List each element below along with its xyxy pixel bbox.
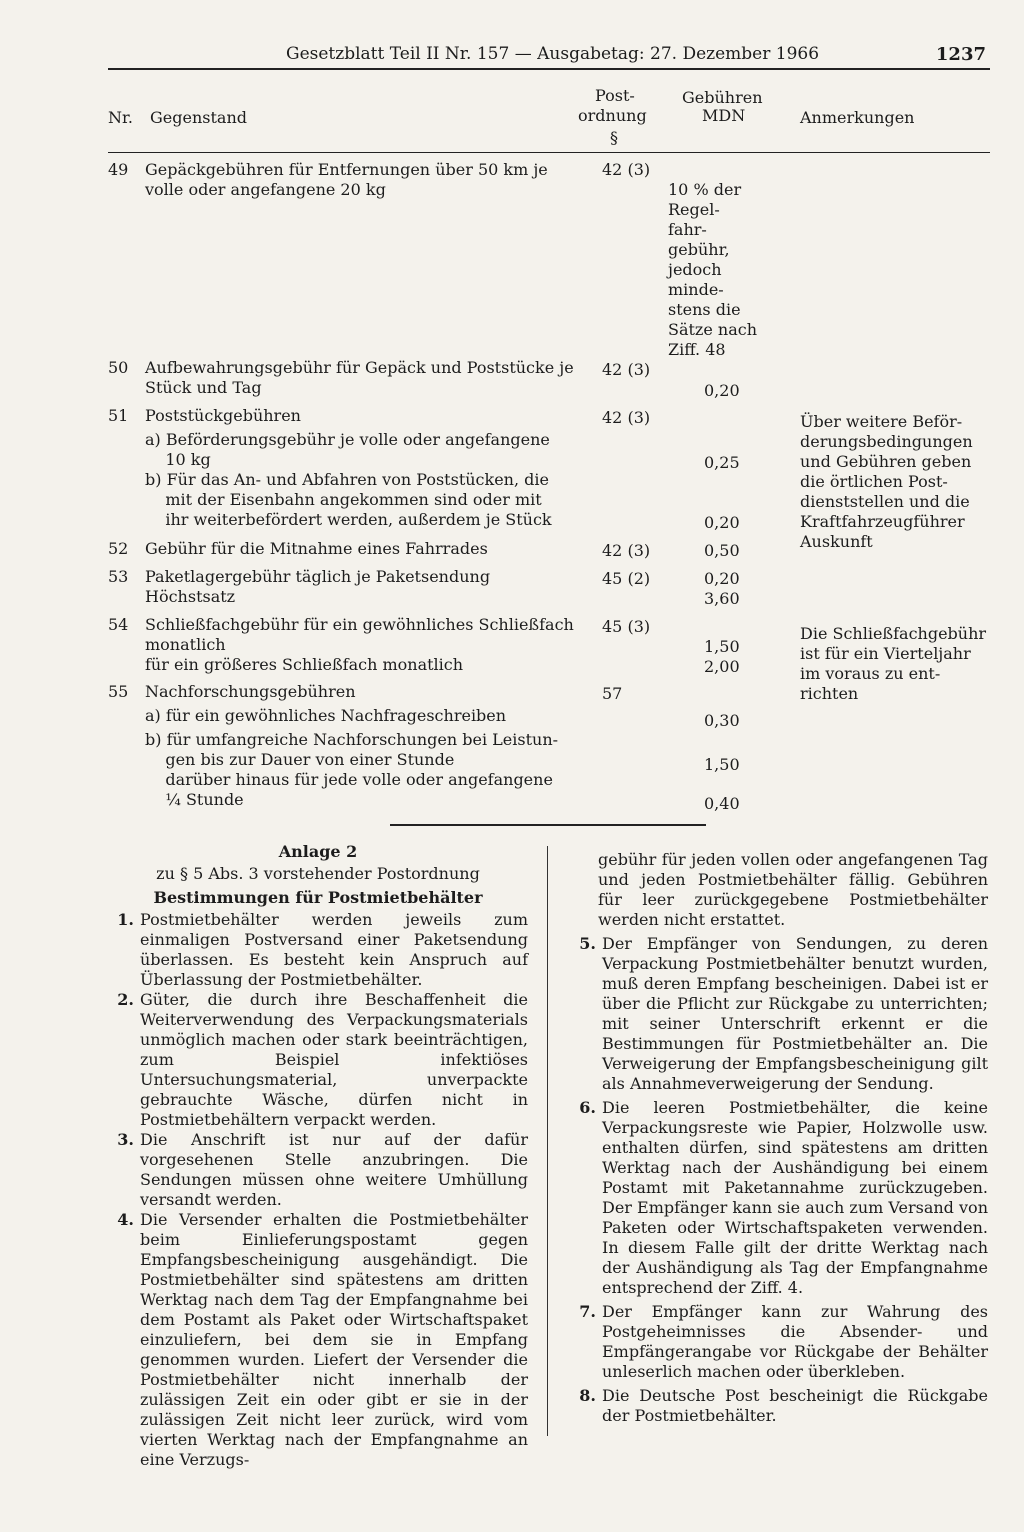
row-55-nr: 55 <box>108 682 129 701</box>
list-item <box>570 1098 988 1298</box>
anlage-right-column <box>570 850 988 1426</box>
row-52-nr: 52 <box>108 539 129 558</box>
row-52-fee: 0,50 <box>704 541 740 560</box>
col-anmerkungen: Anmerkungen <box>800 108 915 127</box>
row-51-a-fee: 0,25 <box>704 453 740 472</box>
anlage-heading: Bestimmungen für Postmietbehälter <box>153 888 483 907</box>
row-54-post: 45 (3) <box>602 617 651 636</box>
row-55-b: b) für umfangreiche Nachforschungen bei Leistun- gen bis zur Dauer von einer Stunde darüber hinaus für jede volle oder angefangene ¼ Stunde <box>145 730 559 809</box>
item-number: 7. <box>579 1302 596 1321</box>
list-item <box>108 910 528 990</box>
list-item <box>108 990 528 1130</box>
row-55-a: a) für ein gewöhnliches Nachfrageschreiben <box>145 706 507 725</box>
item-number: 3. <box>117 1130 134 1149</box>
item-text: Der Empfänger kann zur Wahrung des Postgeheimnisses die Absender- und Empfängerangabe vor Rückgabe der Behälter unleserlich machen oder überkleben. <box>602 1302 988 1381</box>
item-number: 6. <box>579 1098 596 1117</box>
anlage-left-column <box>108 842 528 1470</box>
row-51-desc: Poststückgebühren <box>145 406 301 425</box>
row-51-post: 42 (3) <box>602 408 651 427</box>
item-text: Die leeren Postmietbehälter, die keine Verpackungsreste wie Papier, Holzwolle usw. enthalten dürfen, sind spätestens am dritten Werktag nach der Aushändigung bei einem Postamt mit Paketannahme zurückzugeben. Der Empfänger kann sie auch zum Versand von Paketen oder Wirtschaftspaketen verwenden. In diesem Falle gilt der dritte Werktag nach der Aushändigung als Tag der Empfangnahme entsprechend der Ziff. 4. <box>602 1098 988 1297</box>
row-50-desc: Aufbewahrungsgebühr für Gepäck und Poststücke je Stück und Tag <box>145 358 574 397</box>
col-fee-1: Gebühren <box>682 88 763 107</box>
table-header <box>108 86 990 152</box>
col-post-1: Post- <box>595 86 635 105</box>
row-51-nr: 51 <box>108 406 129 425</box>
row-55-b-fee-2: 0,40 <box>704 794 740 813</box>
item-text: Der Empfänger von Sendungen, zu deren Verpackung Postmietbehälter benutzt wurden, muß deren Empfang bescheinigen. Dabei ist er über die Pflicht zur Rückgabe zu unterrichten; mit seiner Unterschrift erkennt er die Bestimmungen für Postmietbehälter an. Die Verweigerung der Empfangsbescheinigung gilt als Annahmeverweigerung der Sendung. <box>602 934 988 1093</box>
item-text: Die Deutsche Post bescheinigt die Rückgabe der Postmietbehälter. <box>602 1386 988 1425</box>
item-number: 5. <box>579 934 596 953</box>
anlage-subtitle: zu § 5 Abs. 3 vorstehender Postordnung <box>156 864 480 883</box>
header-bottom-rule <box>108 152 990 153</box>
row-50-fee: 0,20 <box>704 381 740 400</box>
row-49-fee: 10 % der Regel- fahr- gebühr, jedoch minde- stens die Sätze nach Ziff. 48 <box>668 180 758 359</box>
col-post-3: § <box>610 128 618 147</box>
col-post-2: ordnung <box>578 106 647 125</box>
row-53-desc: Paketlagergebühr täglich je Paketsendung Höchstsatz <box>145 567 491 606</box>
row-51-a: a) Beförderungsgebühr je volle oder angefangene 10 kg <box>145 430 550 469</box>
row-49-post: 42 (3) <box>602 160 651 179</box>
list-item <box>108 1130 528 1210</box>
section-divider <box>390 824 706 826</box>
page-number: 1237 <box>935 44 986 65</box>
item-number: 2. <box>117 990 134 1009</box>
page-header <box>108 38 990 68</box>
item-number: 1. <box>117 910 134 929</box>
row-50-post: 42 (3) <box>602 360 651 379</box>
item-text: Postmietbehälter werden jeweils zum einmaligen Postversand einer Paketsendung überlassen. Es besteht kein Anspruch auf Überlassung der Postmietbehälter. <box>140 910 528 989</box>
row-53-fee: 0,20 3,60 <box>704 569 740 608</box>
row-52-post: 42 (3) <box>602 541 651 560</box>
row-52-desc: Gebühr für die Mitnahme eines Fahrrades <box>145 539 488 558</box>
row-55-b-fee-1: 1,50 <box>704 755 740 774</box>
row-54-remark: Die Schließfachgebühr ist für ein Vierteljahr im voraus zu ent- richten <box>800 624 987 703</box>
list-item <box>570 1302 988 1382</box>
anlage-title: Anlage 2 <box>278 842 358 861</box>
item-4-continuation: gebühr für jeden vollen oder angefangenen Tag und jeden Postmietbehälter fällig. Gebühren für leer zurückgegebene Postmietbehälter werden nicht erstattet. <box>598 850 988 929</box>
item-number: 4. <box>117 1210 134 1229</box>
row-53-post: 45 (2) <box>602 569 651 588</box>
col-fee-2: MDN <box>702 106 746 125</box>
row-54-nr: 54 <box>108 615 129 634</box>
col-nr: Nr. <box>108 108 133 127</box>
item-text: Die Versender erhalten die Postmietbehälter beim Einlieferungspostamt gegen Empfangsbescheinigung ausgehändigt. Die Postmietbehälter sind spätestens am dritten Werktag nach dem Tag der Empfangnahme bei dem Postamt als Paket oder Wirtschaftspaket einzuliefern, bei dem sie in Empfang genommen wurden. Liefert der Versender die Postmietbehälter nicht innerhalb der zulässigen Zeit ein oder gibt er sie in der zulässigen Zeit nicht leer zurück, wird vom vierten Werktag nach der Empfangnahme an eine Verzugs- <box>140 1210 528 1469</box>
row-49-nr: 49 <box>108 160 129 179</box>
row-50-nr: 50 <box>108 358 129 377</box>
column-divider <box>547 846 548 1436</box>
row-54-desc: Schließfachgebühr für ein gewöhnliches Schließfach monatlich für ein größeres Schließfach monatlich <box>145 615 574 674</box>
item-text: Güter, die durch ihre Beschaffenheit die Weiterverwendung des Verpackungsmaterials unmöglich machen oder stark beeinträchtigen, zum Beispiel infektiöses Untersuchungsmaterial, unverpackte gebrauchte Wäsche, dürfen nicht in Postmietbehältern verpackt werden. <box>140 990 528 1129</box>
header-rule <box>108 68 990 70</box>
row-49-desc: Gepäckgebühren für Entfernungen über 50 km je volle oder angefangene 20 kg <box>145 160 548 199</box>
col-gegenstand: Gegenstand <box>150 108 247 127</box>
row-55-desc: Nachforschungsgebühren <box>145 682 356 701</box>
gazette-title: Gesetzblatt Teil II Nr. 157 — Ausgabetag: 27. Dezember 1966 <box>286 44 820 64</box>
row-55-a-fee: 0,30 <box>704 711 740 730</box>
item-number: 8. <box>579 1386 596 1405</box>
row-54-fee: 1,50 2,00 <box>704 637 740 676</box>
list-item <box>570 934 988 1094</box>
row-51-remark: Über weitere Beför- derungsbedingungen und Gebühren geben die örtlichen Post- dienststellen und die Kraftfahrzeugführer Auskunft <box>800 412 973 551</box>
row-53-nr: 53 <box>108 567 129 586</box>
row-55-post: 57 <box>602 684 623 703</box>
row-51-b: b) Für das An- und Abfahren von Poststücken, die mit der Eisenbahn angekommen sind oder mit ihr weiterbefördert werden, außerdem je Stück <box>145 470 552 529</box>
item-text: Die Anschrift ist nur auf der dafür vorgesehenen Stelle anzubringen. Die Sendungen müssen ohne weitere Umhüllung versandt werden. <box>140 1130 528 1209</box>
row-51-b-fee: 0,20 <box>704 513 740 532</box>
list-item <box>108 1210 528 1470</box>
list-item <box>570 1386 988 1426</box>
